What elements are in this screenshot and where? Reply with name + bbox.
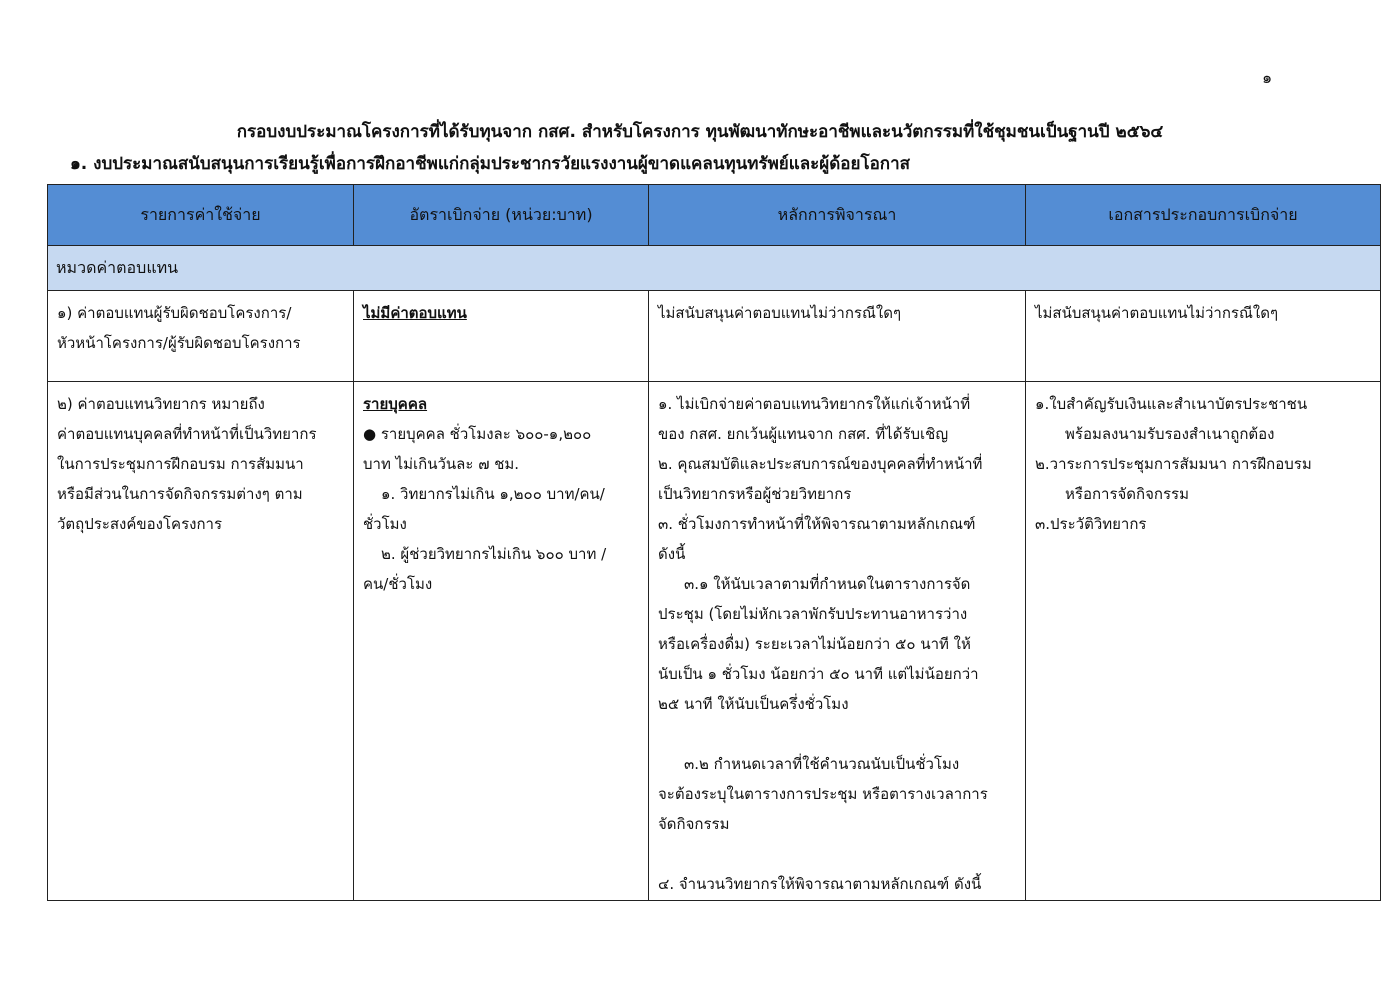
- row2-criteria-line: ๒. คุณสมบัติและประสบการณ์ของบุคคลที่ทำหน้าที่: [658, 455, 983, 473]
- row2-item-line: ค่าตอบแทนบุคคลที่ทำหน้าที่เป็นวิทยากร: [57, 425, 317, 443]
- header-rate: อัตราเบิกจ่าย (หน่วย:บาท): [354, 185, 649, 246]
- category-row: [48, 246, 1381, 291]
- row1-criteria-cell: [649, 291, 1026, 382]
- row2-item-line: วัตถุประสงค์ของโครงการ: [57, 515, 223, 533]
- row2-criteria-line: ๓.๑ ให้นับเวลาตามที่กำหนดในตารางการจัด: [684, 575, 971, 593]
- row2-rate-line: บาท ไม่เกินวันละ ๗ ชม.: [363, 455, 520, 473]
- row2-criteria-line: ๓. ชั่วโมงการทำหน้าที่ให้พิจารณาตามหลักเกณฑ์: [658, 515, 976, 533]
- row2-documents-line: พร้อมลงนามรับรองสำเนาถูกต้อง: [1065, 425, 1275, 443]
- row2-documents-line: ๓.ประวัติวิทยากร: [1035, 515, 1147, 533]
- row2-rate-line: ● รายบุคคล ชั่วโมงละ ๖๐๐-๑,๒๐๐: [363, 425, 592, 443]
- row1-item-cell: [48, 291, 354, 382]
- row2-criteria-line: ๓.๒ กำหนดเวลาที่ใช้คำนวณนับเป็นชั่วโมง: [684, 755, 960, 773]
- row2-documents-cell: [1026, 382, 1381, 901]
- row2-rate-line: ๑. วิทยากรไม่เกิน ๑,๒๐๐ บาท/คน/: [381, 485, 605, 503]
- row2-rate-heading: รายบุคคล: [363, 395, 428, 413]
- spacer: [658, 839, 1016, 869]
- table-row: [48, 382, 1381, 901]
- row2-criteria-cell: [649, 382, 1026, 901]
- row2-criteria-line: ดังนี้: [658, 545, 686, 563]
- row2-rate-line: ชั่วโมง: [363, 515, 407, 533]
- header-documents: เอกสารประกอบการเบิกจ่าย: [1026, 185, 1381, 246]
- row1-item-line: หัวหน้าโครงการ/ผู้รับผิดชอบโครงการ: [57, 334, 301, 352]
- row2-criteria-line: ๒๕ นาที ให้นับเป็นครึ่งชั่วโมง: [658, 695, 849, 713]
- row2-documents-line: หรือการจัดกิจกรรม: [1065, 485, 1189, 503]
- row1-rate-heading: ไม่มีค่าตอบแทน: [363, 304, 467, 322]
- row1-item-line: ๑) ค่าตอบแทนผู้รับผิดชอบโครงการ/: [57, 304, 292, 322]
- row2-criteria-line: ๔. จำนวนวิทยากรให้พิจารณาตามหลักเกณฑ์ ดังนี้: [658, 875, 982, 893]
- row2-rate-cell: [354, 382, 649, 901]
- row1-documents-cell: [1026, 291, 1381, 382]
- row2-criteria-line: จัดกิจกรรม: [658, 815, 730, 833]
- row2-item-line: ๒) ค่าตอบแทนวิทยากร หมายถึง: [57, 395, 265, 413]
- row1-rate-cell: [354, 291, 649, 382]
- row2-rate-line: คน/ชั่วโมง: [363, 575, 433, 593]
- category-label: หมวดค่าตอบแทน: [48, 246, 1381, 291]
- row2-criteria-line: ของ กสศ. ยกเว้นผู้แทนจาก กสศ. ที่ได้รับเชิญ: [658, 425, 949, 443]
- row2-documents-line: ๒.วาระการประชุมการสัมมนา การฝึกอบรม: [1035, 455, 1312, 473]
- row1-criteria-text: ไม่สนับสนุนค่าตอบแทนไม่ว่ากรณีใดๆ: [658, 304, 902, 322]
- row2-item-line: ในการประชุมการฝึกอบรม การสัมมนา: [57, 455, 304, 473]
- row2-criteria-line: หรือเครื่องดื่ม) ระยะเวลาไม่น้อยกว่า ๕๐ นาที ให้: [658, 635, 971, 653]
- section-heading: ๑. งบประมาณสนับสนุนการเรียนรู้เพื่อการฝึกอาชีพแก่กลุ่มประชากรวัยแรงงานผู้ขาดแคลนทุนทรัพย์และผู้ด้อยโอกาส: [70, 154, 911, 174]
- row1-documents-text: ไม่สนับสนุนค่าตอบแทนไม่ว่ากรณีใดๆ: [1035, 304, 1279, 322]
- row2-item-cell: [48, 382, 354, 901]
- table-row: [48, 291, 1381, 382]
- document-title: กรอบงบประมาณโครงการที่ได้รับทุนจาก กสศ. สำหรับโครงการ ทุนพัฒนาทักษะอาชีพและนวัตกรรมที่ใช้ชุมชนเป็นฐานปี ๒๕๖๔: [236, 122, 1164, 142]
- row2-rate-line: ๒. ผู้ช่วยวิทยากรไม่เกิน ๖๐๐ บาท /: [381, 545, 607, 563]
- spacer: [658, 719, 1016, 749]
- row2-criteria-line: เป็นวิทยากรหรือผู้ช่วยวิทยากร: [658, 485, 852, 503]
- row2-item-line: หรือมีส่วนในการจัดกิจกรรมต่างๆ ตาม: [57, 485, 303, 503]
- row2-criteria-line: จะต้องระบุในตารางการประชุม หรือตารางเวลาการ: [658, 785, 988, 803]
- header-criteria: หลักการพิจารณา: [649, 185, 1026, 246]
- budget-table: [47, 184, 1381, 901]
- header-expense-item: รายการค่าใช้จ่าย: [48, 185, 354, 246]
- page-number: ๑: [1262, 68, 1273, 87]
- row2-documents-line: ๑.ใบสำคัญรับเงินและสำเนาบัตรประชาชน: [1035, 395, 1308, 413]
- row2-criteria-line: นับเป็น ๑ ชั่วโมง น้อยกว่า ๕๐ นาที แต่ไม่น้อยกว่า: [658, 665, 979, 683]
- table-header-row: [48, 185, 1381, 246]
- row2-criteria-line: ประชุม (โดยไม่หักเวลาพักรับประทานอาหารว่าง: [658, 605, 968, 623]
- row2-criteria-line: ๑. ไม่เบิกจ่ายค่าตอบแทนวิทยากรให้แก่เจ้าหน้าที่: [658, 395, 971, 413]
